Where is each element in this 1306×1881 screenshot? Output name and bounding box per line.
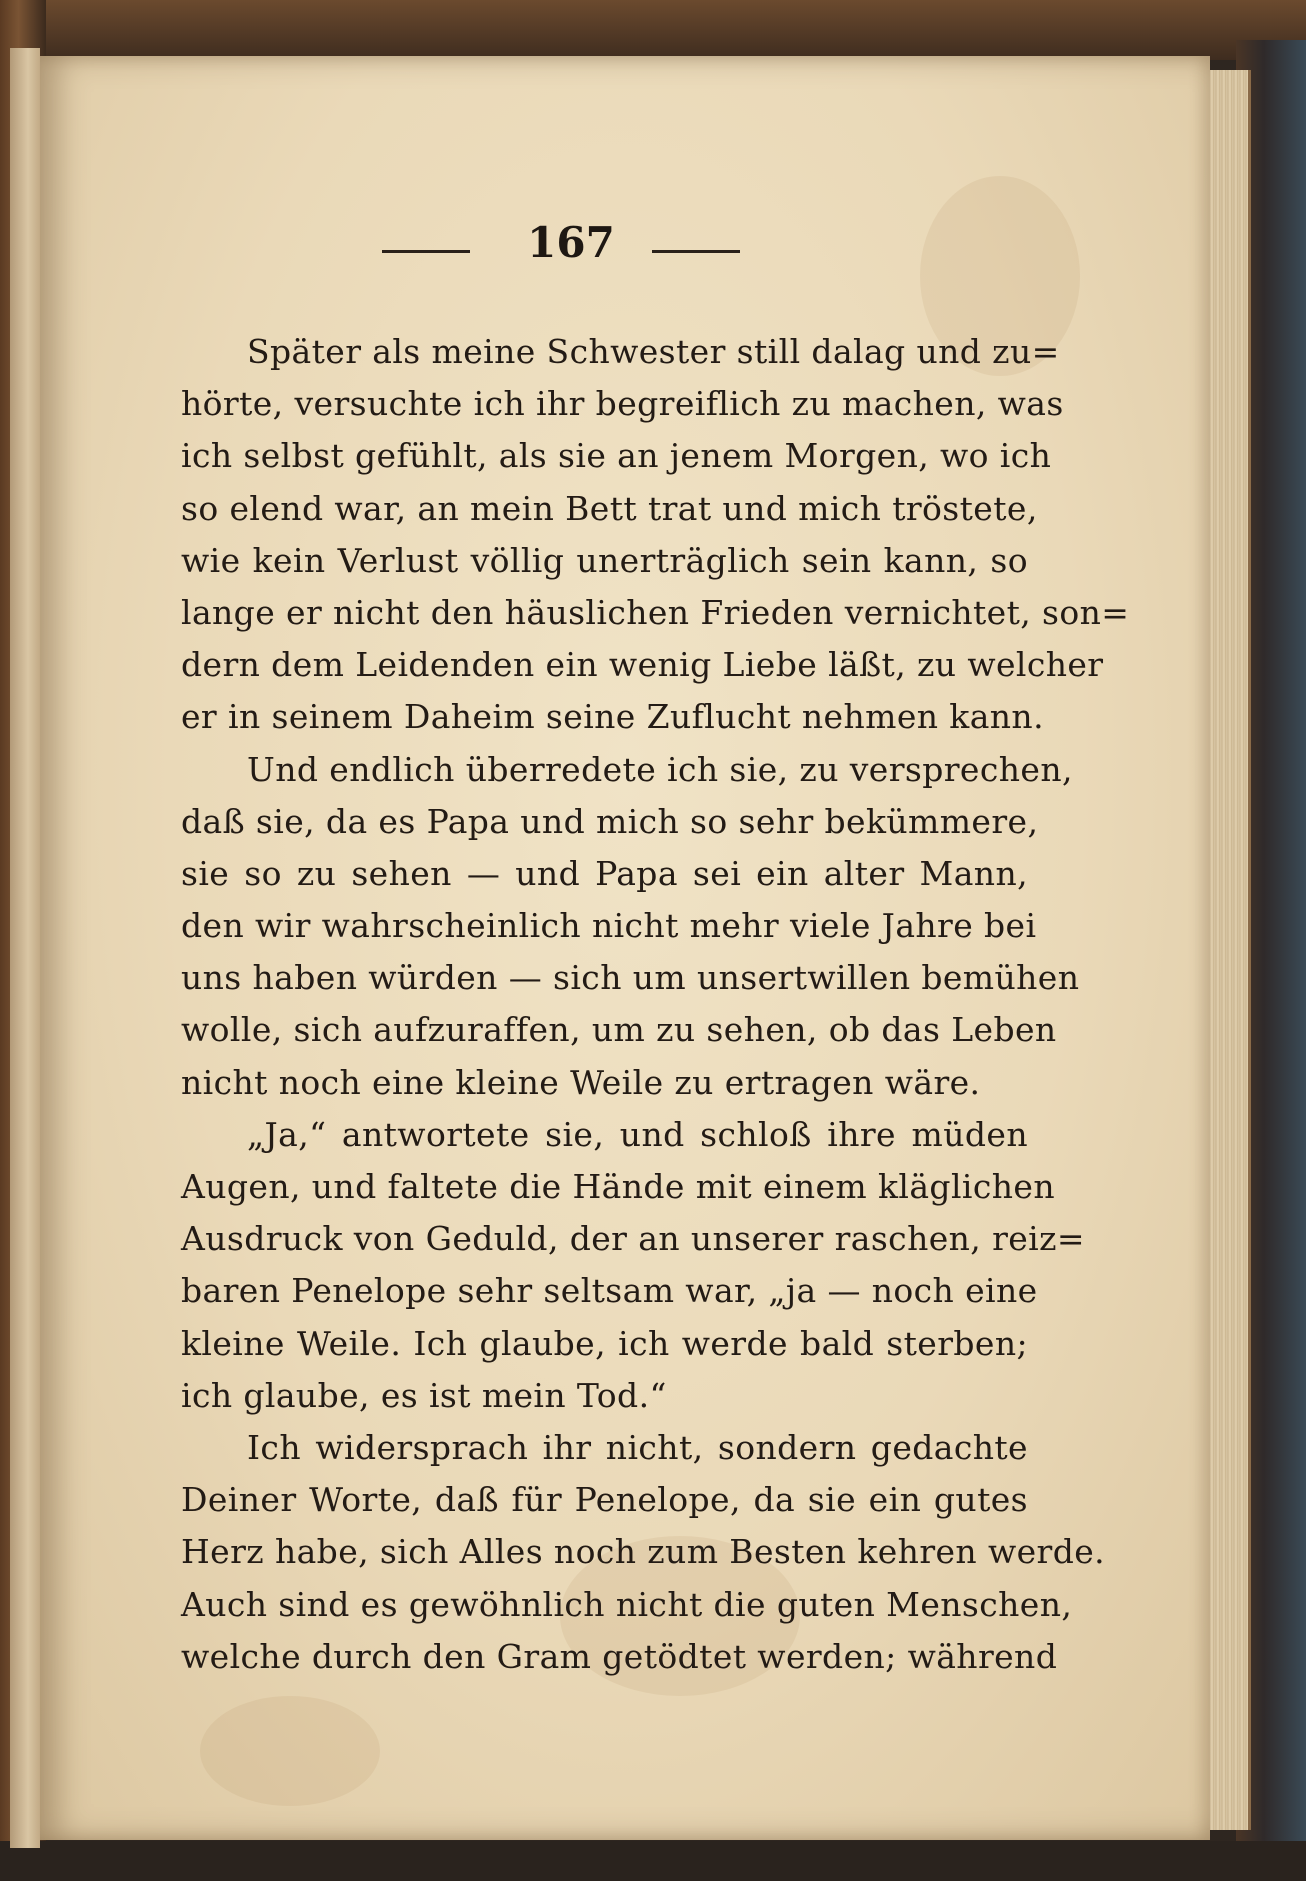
- text-line: den wir wahrscheinlich nicht mehr viele Jahre bei: [181, 906, 1037, 946]
- body-text: [181, 326, 1130, 1683]
- text-line: dern dem Leidenden ein wenig Liebe läßt, zu welcher: [181, 645, 1104, 685]
- text-line: kleine Weile. Ich glaube, ich werde bald sterben;: [181, 1323, 1028, 1363]
- text-line: so elend war, an mein Bett trat und mich tröstete,: [181, 488, 1038, 528]
- text-line: ich selbst gefühlt, als sie an jenem Morgen, wo ich: [181, 436, 1052, 476]
- text-line: Ich widersprach ihr nicht, sondern gedachte: [247, 1427, 1028, 1467]
- text-line: sie so zu sehen — und Papa sei ein alter Mann,: [181, 853, 1028, 893]
- text-line: Ausdruck von Geduld, der an unserer raschen, reiz=: [181, 1219, 1085, 1259]
- text-line: uns haben würden — sich um unsertwillen bemühen: [181, 958, 1080, 998]
- text-line: Später als meine Schwester still dalag und zu=: [247, 332, 1060, 371]
- text-line: Und endlich überredete ich sie, zu versprechen,: [247, 749, 1073, 789]
- page-header: [40, 214, 1170, 274]
- text-line: „Ja,“ antwortete sie, und schloß ihre müden: [247, 1114, 1028, 1154]
- text-line: wolle, sich aufzuraffen, um zu sehen, ob das Leben: [181, 1010, 1057, 1050]
- text-line: Deiner Worte, daß für Penelope, da sie ein gutes: [181, 1480, 1028, 1520]
- text-line: ich glaube, es ist mein Tod.“: [181, 1375, 667, 1415]
- page-number: 167: [527, 218, 615, 267]
- text-line: baren Penelope sehr seltsam war, „ja — noch eine: [181, 1271, 1038, 1311]
- text-line: nicht noch eine kleine Weile zu ertragen wäre.: [181, 1062, 981, 1102]
- paper-stain: [200, 1696, 380, 1806]
- text-line: Augen, und faltete die Hände mit einem kläglichen: [181, 1167, 1055, 1206]
- book-cover-top: [0, 0, 1306, 60]
- text-line: Auch sind es gewöhnlich nicht die guten Menschen,: [181, 1584, 1073, 1624]
- text-line: wie kein Verlust völlig unerträglich sein kann, so: [181, 540, 1028, 580]
- text-line: er in seinem Daheim seine Zuflucht nehmen kann.: [181, 697, 1044, 737]
- text-line: welche durch den Gram getödtet werden; während: [181, 1636, 1058, 1676]
- book-cover-bottom: [0, 1841, 1306, 1881]
- book-page: [40, 56, 1210, 1840]
- header-rule-left: [382, 250, 470, 253]
- facing-page-edge: [10, 48, 40, 1848]
- header-rule-right: [652, 250, 740, 253]
- text-line: Herz habe, sich Alles noch zum Besten kehren werde.: [181, 1532, 1106, 1572]
- text-line: hörte, versuchte ich ihr begreiflich zu machen, was: [181, 384, 1064, 424]
- text-line: lange er nicht den häuslichen Frieden vernichtet, son=: [181, 592, 1130, 632]
- text-line: daß sie, da es Papa und mich so sehr bekümmere,: [181, 801, 1039, 841]
